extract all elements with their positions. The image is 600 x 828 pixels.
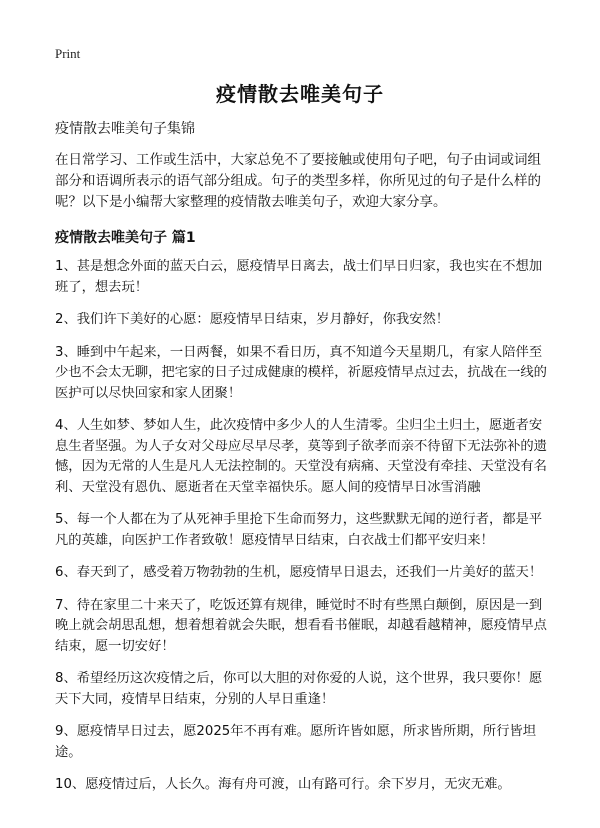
page-title: 疫情散去唯美句子 <box>216 82 384 106</box>
subtitle: 疫情散去唯美句子集锦 <box>55 121 195 137</box>
intro-paragraph: 在日常学习、工作或生活中，大家总免不了要接触或使用句子吧，句子由词或词组部分和语调所表示的语气部分组成。句子的类型多样，你所见过的句子是什么样的呢？以下是小编帮大家整理的疫情散去唯美句子，欢迎大家分享。 <box>55 152 541 210</box>
list-item: 6、春天到了，感受着万物勃勃的生机，愿疫情早日退去，还我们一片美好的蓝天！ <box>55 565 543 580</box>
list-item: 5、每一个人都在为了从死神手里抢下生命而努力，这些默默无闻的逆行者，都是平凡的英雄，向医护工作者致敬！愿疫情早日结束，白衣战士们都平安归来！ <box>55 512 543 548</box>
print-link[interactable]: Print <box>55 46 81 61</box>
list-item: 7、待在家里二十来天了，吃饭还算有规律，睡觉时不时有些黑白颠倒，原因是一到晚上就会胡思乱想，想着想着就会失眠，想看看书催眠，却越看越精神，愿疫情早点结束，愿一切安好！ <box>55 597 547 654</box>
list-item: 2、我们许下美好的心愿：愿疫情早日结束，岁月静好，你我安然！ <box>55 312 450 327</box>
section-heading: 疫情散去唯美句子 篇1 <box>55 230 196 246</box>
list-item: 3、睡到中午起来，一日两餐，如果不看日历，真不知道今天星期几，有家人陪伴至少也不会太无聊，把宅家的日子过成健康的模样，祈愿疫情早点过去，抗战在一线的医护可以尽快回家和家人团聚！ <box>55 344 547 401</box>
list-item: 8、希望经历这次疫情之后，你可以大胆的对你爱的人说，这个世界，我只要你！愿天下大同，疫情早日结束，分别的人早日重逢！ <box>55 671 543 707</box>
list-item: 1、甚是想念外面的蓝天白云，愿疫情早日离去，战士们早日归家，我也实在不想加班了，想去玩！ <box>55 259 543 295</box>
list-item: 10、愿疫情过后，人长久。海有舟可渡，山有路可行。余下岁月，无灾无难。 <box>55 777 511 792</box>
document-body <box>55 118 547 808</box>
sentence-list <box>55 257 547 796</box>
list-item: 4、人生如梦、梦如人生，此次疫情中多少人的人生清零。尘归尘土归土，愿逝者安息生者坚强。为人子女对父母应尽早尽孝，莫等到子欲孝而亲不待留下无法弥补的遗憾，因为无常的人生是凡人无法控制的。天堂没有病痛、天堂没有牵挂、天堂没有名利、天堂没有恩仇、愿逝者在天堂幸福快乐。愿人间的疫情早日冰雪消融 <box>55 418 547 495</box>
list-item: 9、愿疫情早日过去，愿2025年不再有难。愿所许皆如愿，所求皆所期，所行皆坦途。 <box>55 724 537 760</box>
